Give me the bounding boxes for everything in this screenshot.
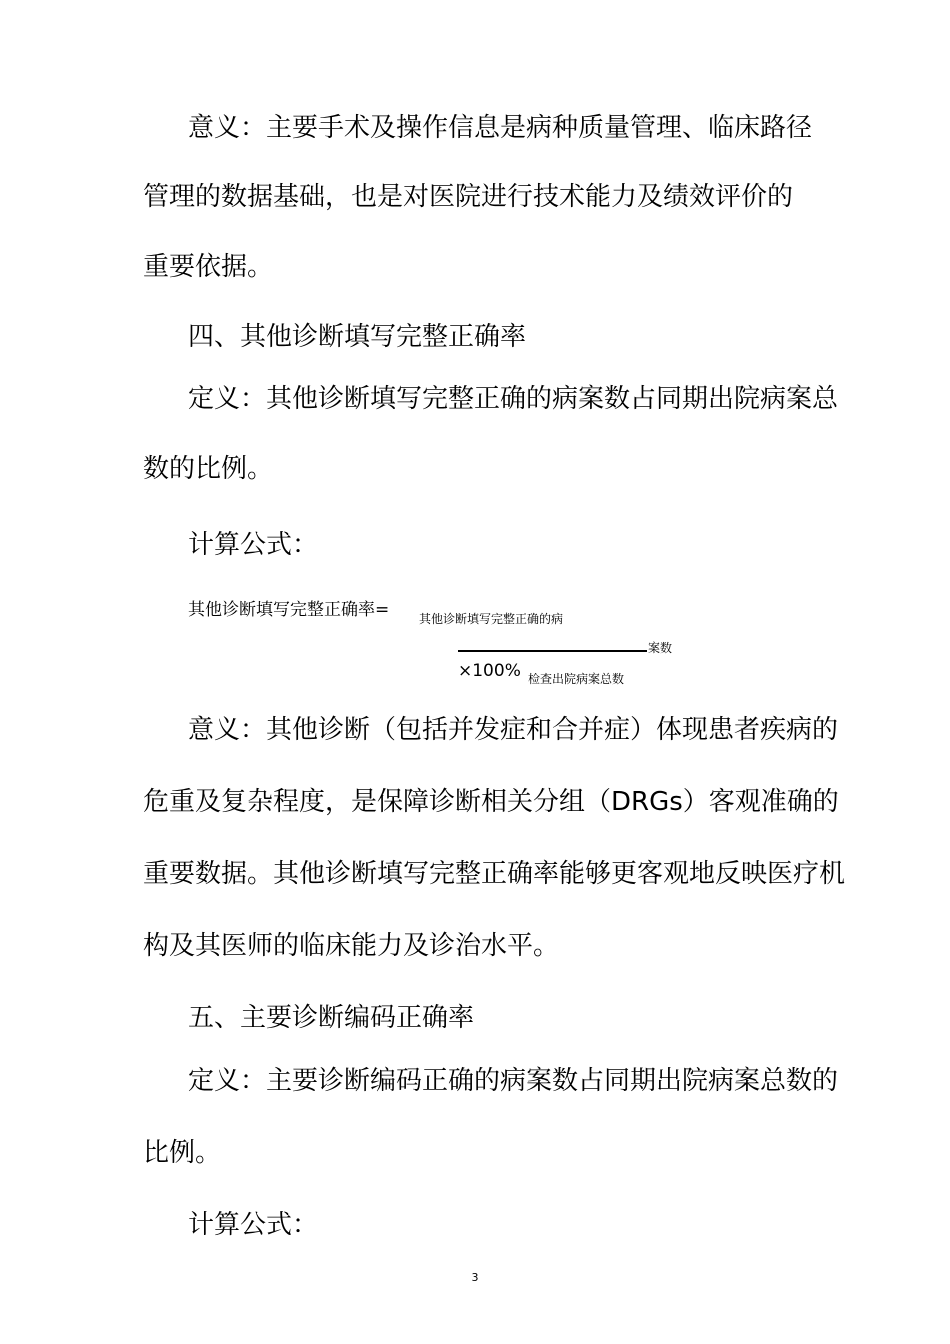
definition-line: 比例。 — [143, 1138, 222, 1168]
meaning-line: 构及其医师的临床能力及诊治水平。 — [143, 931, 560, 961]
definition-line: 定义：其他诊断填写完整正确的病案数占同期出院病案总 — [188, 384, 839, 414]
paragraph-line: 管理的数据基础，也是对医院进行技术能力及绩效评价的 — [143, 182, 794, 212]
meaning-line: 重要数据。其他诊断填写完整正确率能够更客观地反映医疗机 — [143, 859, 846, 889]
meaning-line: 危重及复杂程度，是保障诊断相关分组（DRGs）客观准确的 — [143, 787, 839, 817]
section-heading-4: 四、其他诊断填写完整正确率 — [188, 322, 527, 352]
meaning-line: 意义：其他诊断（包括并发症和合并症）体现患者疾病的 — [188, 715, 839, 745]
definition-line: 数的比例。 — [143, 454, 274, 484]
paragraph-line: 意义：主要手术及操作信息是病种质量管理、临床路径 — [188, 113, 813, 143]
section-heading-5: 五、主要诊断编码正确率 — [188, 1003, 475, 1033]
formula-numerator: 其他诊断填写完整正确的病 — [419, 612, 564, 626]
formula-multiplier: ×100% — [458, 661, 521, 681]
definition-line: 定义：主要诊断编码正确的病案数占同期出院病案总数的 — [188, 1066, 839, 1096]
page-number: 3 — [471, 1271, 479, 1284]
fraction-bar — [458, 650, 647, 652]
formula-label: 其他诊断填写完整正确率= — [188, 600, 390, 620]
formula-denominator: 检查出院病案总数 — [528, 672, 625, 686]
formula-heading: 计算公式： — [188, 530, 319, 560]
formula-numerator-tail: 案数 — [648, 641, 673, 655]
formula-heading: 计算公式： — [188, 1210, 319, 1240]
paragraph-line: 重要依据。 — [143, 252, 274, 282]
